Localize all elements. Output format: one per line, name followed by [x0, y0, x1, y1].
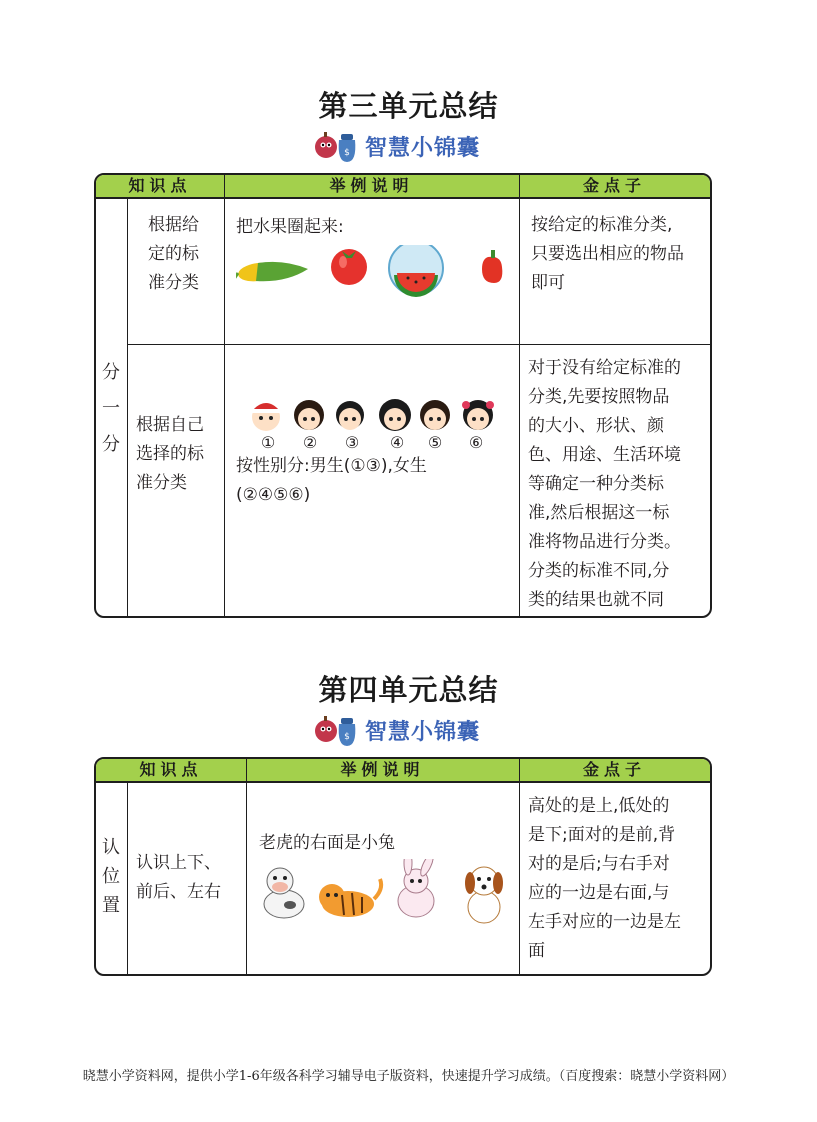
row1-knowledge: 根据给 定的标 准分类 — [148, 215, 199, 293]
rabbit-icon — [398, 859, 436, 917]
girl-5-icon — [420, 400, 450, 430]
number-5: ⑤ — [427, 433, 443, 452]
header-knowledge: 知识点 — [128, 176, 192, 195]
number-4: ④ — [389, 433, 405, 452]
footer-text: 晓慧小学资料网，提供小学1-6年级各科学习辅导电子版资料，快速提升学习成绩。（百度搜索：晓慧小学资料网） — [82, 1069, 735, 1084]
fruit-pictures — [236, 245, 516, 297]
tomato-icon — [331, 249, 367, 285]
children-pictures — [246, 393, 506, 435]
number-3: ③ — [344, 433, 360, 452]
boy-1-icon — [250, 403, 282, 431]
unit4-knowledge: 认识上下、 前后、左右 — [136, 853, 221, 902]
header-example: 举例说明 — [340, 760, 425, 779]
tiger-icon — [319, 879, 381, 917]
unit3-subtitle — [313, 128, 480, 164]
header-example: 举例说明 — [329, 176, 414, 195]
unit4-group-label: 认 位 置 — [102, 837, 120, 916]
row2-example-text: 按性别分:男生(①③),女生 (②④⑤⑥) — [236, 456, 427, 505]
number-2: ② — [302, 433, 318, 452]
unit3-title: 第三单元总结 — [318, 89, 499, 123]
unit4-subtitle — [313, 712, 480, 748]
row1-example-text: 把水果圈起来: — [236, 217, 344, 237]
unit4-table — [94, 757, 712, 976]
girl-2-icon — [294, 400, 324, 430]
girl-4-icon — [379, 399, 411, 431]
header-tip: 金点子 — [582, 760, 646, 779]
header-tip: 金点子 — [582, 176, 646, 195]
unit3-subtitle-text: 智慧小锦囊 — [365, 135, 481, 161]
unit3-table-header — [96, 175, 710, 199]
header-knowledge: 知识点 — [139, 760, 203, 779]
corn-icon — [236, 260, 308, 283]
number-6: ⑥ — [468, 433, 484, 452]
unit4-table-header — [96, 759, 710, 783]
cow-icon — [264, 868, 304, 918]
unit4-subtitle-text: 智慧小锦囊 — [365, 719, 481, 745]
unit4-example-text: 老虎的右面是小兔 — [259, 833, 395, 853]
svg-text:$: $ — [344, 148, 350, 158]
mascot-bag-icon — [313, 712, 359, 748]
unit4-title: 第四单元总结 — [318, 673, 499, 707]
animal-pictures — [256, 859, 511, 929]
number-1: ① — [260, 433, 276, 452]
unit3-group-label: 分 一 分 — [102, 362, 120, 455]
row2-tip: 对于没有给定标准的 分类,先要按照物品 的大小、形状、颜 色、用途、生活环境 等确定一种分类标 准,然后根据这一标 准将物品进行分类。 分类的标准不同,分 类的结果也就不同 — [528, 358, 681, 610]
svg-text:$: $ — [344, 732, 350, 742]
unit3-table — [94, 173, 712, 618]
girl-6-icon — [462, 400, 494, 430]
pepper-icon — [482, 250, 502, 283]
row2-knowledge: 根据自己 选择的标 准分类 — [136, 415, 204, 493]
dog-icon — [465, 867, 503, 923]
watermelon-icon — [389, 245, 443, 297]
row1-tip: 按给定的标准分类, 只要选出相应的物品 即可 — [531, 215, 684, 293]
unit4-tip: 高处的是上,低处的 是下;面对的是前,背 对的是后;与右手对 应的一边是右面,与 左手对应的一边是左 面 — [528, 796, 681, 961]
boy-3-icon — [336, 401, 364, 430]
mascot-bag-icon — [313, 128, 359, 164]
